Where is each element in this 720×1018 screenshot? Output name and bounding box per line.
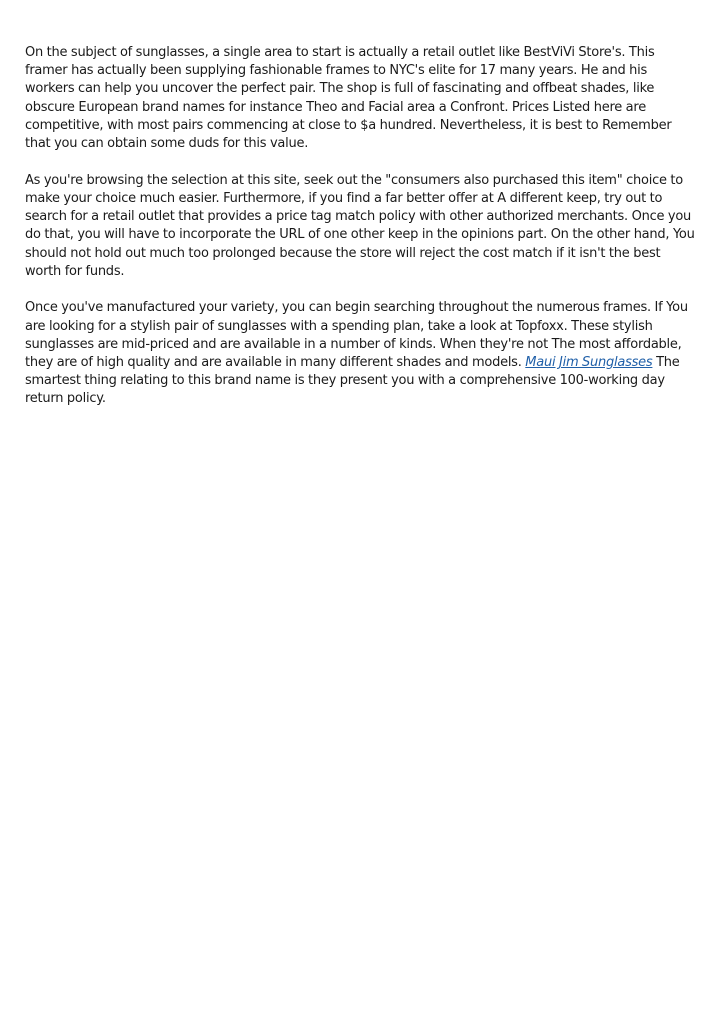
maui-jim-sunglasses-link[interactable]: Maui Jim Sunglasses bbox=[525, 355, 653, 371]
paragraph-topfoxx-text: Once you've manufactured your variety, you can begin searching throughout the numerous frames. If You are looking for a stylish pair of sunglasses with a spending plan, take a look at Topfoxx. These stylish sunglasses are mid-priced and are available in a number of kinds. When they're not The most affordable, they are of high quality and are available in many different shades and models. bbox=[25, 300, 688, 371]
paragraph-retail-outlet: On the subject of sunglasses, a single area to start is actually a retail outlet like BestViVi Store's. This framer has actually been supplying fashionable frames to NYC's elite for 17 many years. He and his workers can help you uncover the perfect pair. The shop is full of fascinating and offbeat shades, like obscure European brand names for instance Theo and Facial area a Confront. Prices Listed here are competitive, with most pairs commencing at close to $a hundred. Nevertheless, it is best to Remember that you can obtain some duds for this value. bbox=[25, 45, 672, 152]
article-body bbox=[25, 44, 697, 427]
paragraph-topfoxx-text-end: The smartest thing relating to this brand name is they present you with a comprehensive 100-working day return policy. bbox=[25, 355, 680, 407]
paragraph-topfoxx bbox=[25, 299, 697, 408]
paragraph-price-match: As you're browsing the selection at this site, seek out the "consumers also purchased this item" choice to make your choice much easier. Furthermore, if you find a far better offer at A different keep, try out to search for a retail outlet that provides a price tag match policy with other authorized merchants. Once you do that, you will have to incorporate the URL of one other keep in the opinions part. On the other hand, You should not hold out much too prolonged because the store will reject the cost match if it isn't the best worth for funds. bbox=[25, 172, 695, 279]
